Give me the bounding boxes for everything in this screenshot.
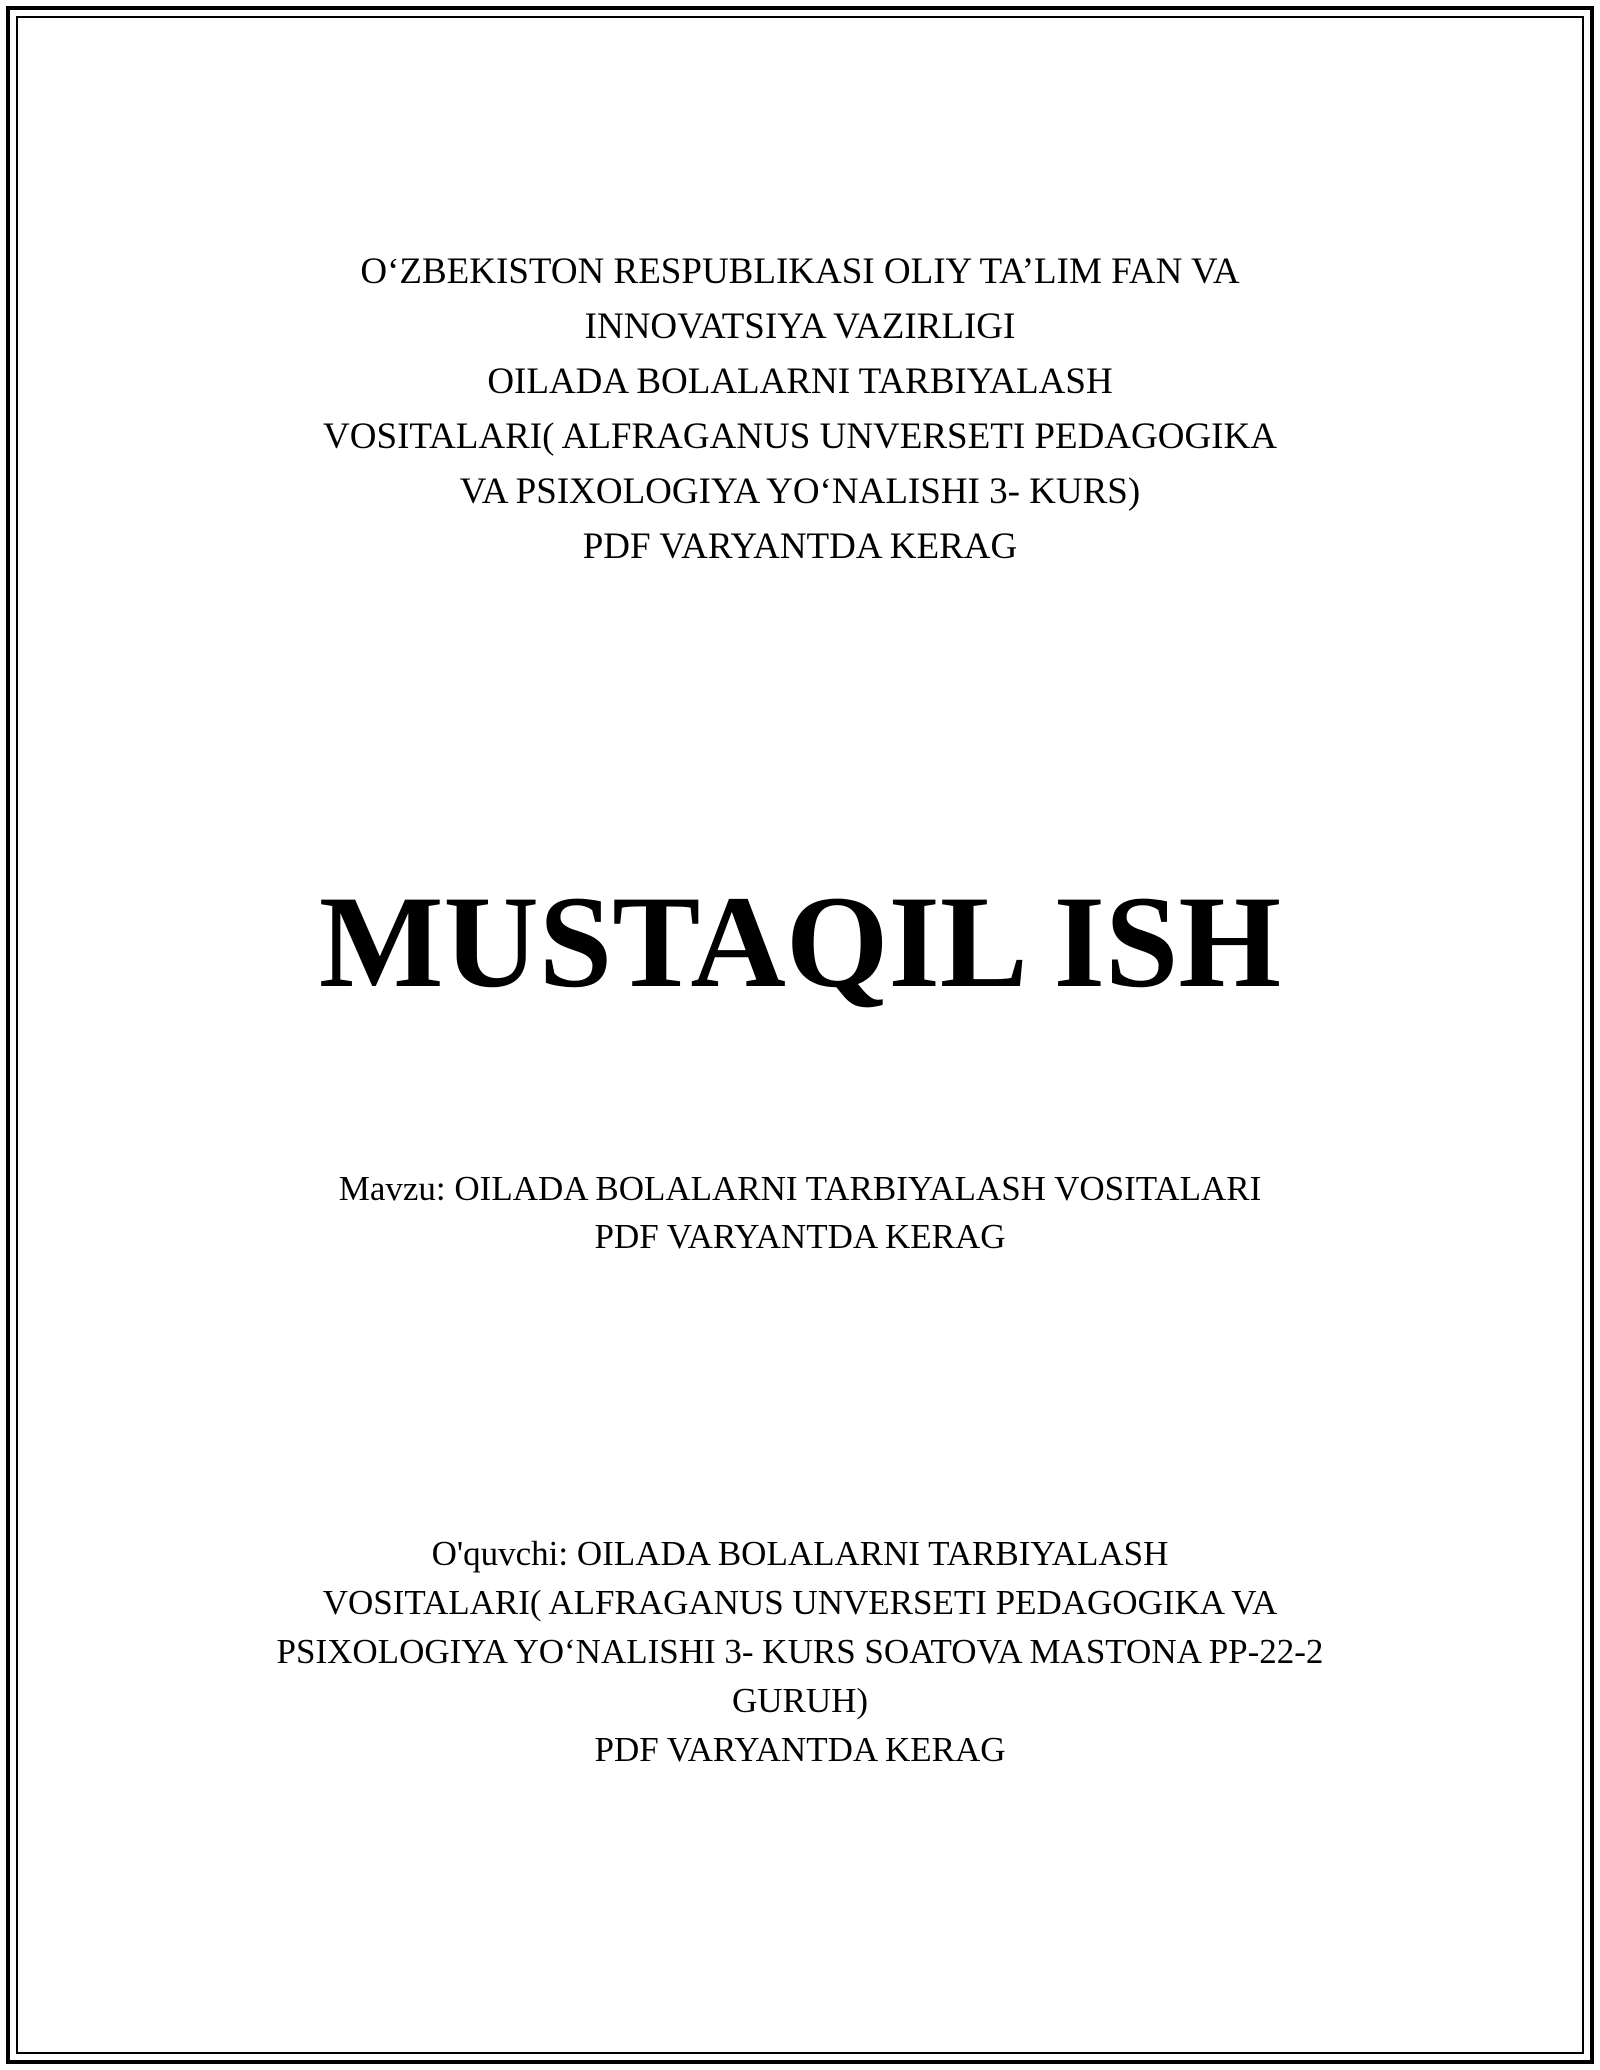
header-line: O‘ZBEKISTON RESPUBLIKASI OLIY TA’LIM FAN VA (360, 251, 1240, 292)
student-section (0, 1529, 1600, 1774)
ministry-header (0, 244, 1600, 574)
header-line: VA PSIXOLOGIYA YO‘NALISHI 3- KURS) (459, 471, 1141, 512)
topic-line: Mavzu: OILADA BOLALARNI TARBIYALASH VOSITALARI (338, 1169, 1262, 1208)
document-title: MUSTAQIL ISH (318, 868, 1282, 1015)
header-line: PDF VARYANTDA KERAG (582, 526, 1018, 567)
student-line: VOSITALARI( ALFRAGANUS UNVERSETI PEDAGOGIKA VA (322, 1583, 1278, 1622)
topic-line: PDF VARYANTDA KERAG (594, 1217, 1006, 1256)
header-line: OILADA BOLALARNI TARBIYALASH (487, 361, 1113, 402)
header-line: VOSITALARI( ALFRAGANUS UNVERSETI PEDAGOGIKA (323, 416, 1277, 457)
header-line: INNOVATSIYA VAZIRLIGI (584, 306, 1016, 347)
topic-section (0, 1165, 1600, 1261)
student-line: PSIXOLOGIYA YO‘NALISHI 3- KURS SOATOVA MASTONA PP-22-2 (276, 1632, 1324, 1671)
student-line: PDF VARYANTDA KERAG (594, 1730, 1006, 1769)
student-line: O'quvchi: OILADA BOLALARNI TARBIYALASH (431, 1534, 1169, 1573)
student-line: GURUH) (731, 1681, 869, 1720)
